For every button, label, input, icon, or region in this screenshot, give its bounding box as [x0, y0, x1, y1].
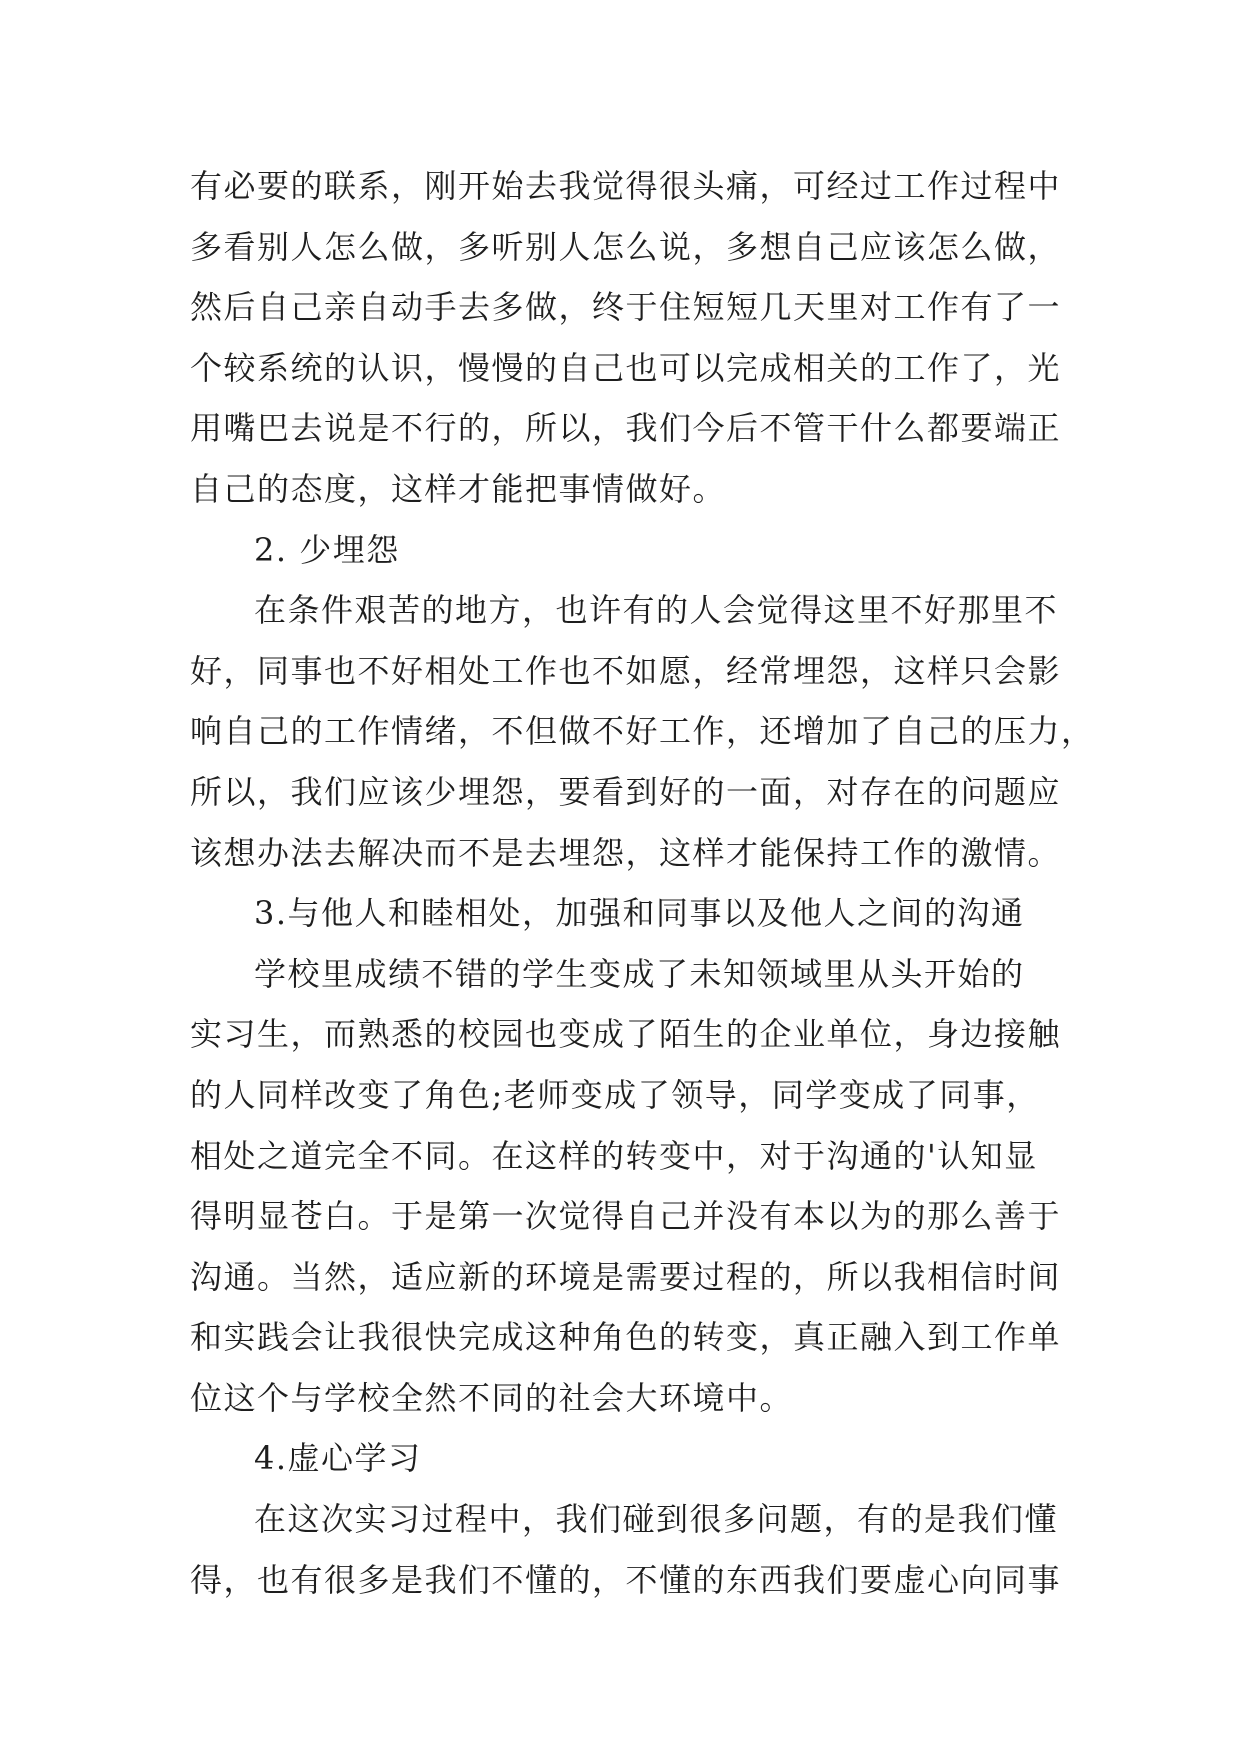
- text-line: 多看别人怎么做，多听别人怎么说，多想自己应该怎么做，: [190, 227, 1062, 266]
- section-heading: 4.虚心学习: [254, 1439, 422, 1478]
- text-line: 实习生，而熟悉的校园也变成了陌生的企业单位，身边接触: [190, 1015, 1062, 1054]
- text-line: 相处之道完全不同。在这样的转变中，对于沟通的'认知显: [190, 1136, 1038, 1175]
- section-heading: 2. 少埋怨: [254, 530, 400, 569]
- text-line: 得明显苍白。于是第一次觉得自己并没有本以为的那么善于: [190, 1197, 1062, 1236]
- text-line: 在条件艰苦的地方，也许有的人会觉得这里不好那里不: [254, 591, 1059, 630]
- document-body: [190, 156, 1095, 1610]
- text-line: 和实践会让我很快完成这种角色的转变，真正融入到工作单: [190, 1318, 1062, 1357]
- text-line: 得，也有很多是我们不懂的，不懂的东西我们要虚心向同事: [190, 1560, 1062, 1599]
- text-line: 响自己的工作情绪，不但做不好工作，还增加了自己的压力，: [190, 712, 1095, 751]
- text-line: 沟通。当然，适应新的环境是需要过程的，所以我相信时间: [190, 1257, 1062, 1296]
- text-line: 的人同样改变了角色;老师变成了领导，同学变成了同事，: [190, 1075, 1040, 1114]
- text-line: 该想办法去解决而不是去埋怨，这样才能保持工作的激情。: [190, 833, 1062, 872]
- text-line: 有必要的联系，刚开始去我觉得很头痛，可经过工作过程中: [190, 167, 1062, 205]
- text-line: 所以，我们应该少埋怨，要看到好的一面，对存在的问题应: [190, 772, 1062, 811]
- text-line: 然后自己亲自动手去多做，终于住短短几天里对工作有了一: [190, 288, 1062, 327]
- text-line: 好，同事也不好相处工作也不如愿，经常埋怨，这样只会影: [190, 651, 1062, 690]
- text-line: 学校里成绩不错的学生变成了未知领域里从头开始的: [254, 954, 1025, 993]
- text-line: 个较系统的认识，慢慢的自己也可以完成相关的工作了，光: [190, 348, 1062, 387]
- section-heading: 3.与他人和睦相处，加强和同事以及他人之间的沟通: [254, 894, 1025, 933]
- text-line: 在这次实习过程中，我们碰到很多问题，有的是我们懂: [254, 1500, 1059, 1539]
- text-line: 位这个与学校全然不同的社会大环境中。: [190, 1378, 794, 1417]
- text-line: 用嘴巴去说是不行的，所以，我们今后不管干什么都要端正: [190, 409, 1062, 448]
- text-line: 自己的态度，这样才能把事情做好。: [190, 469, 727, 508]
